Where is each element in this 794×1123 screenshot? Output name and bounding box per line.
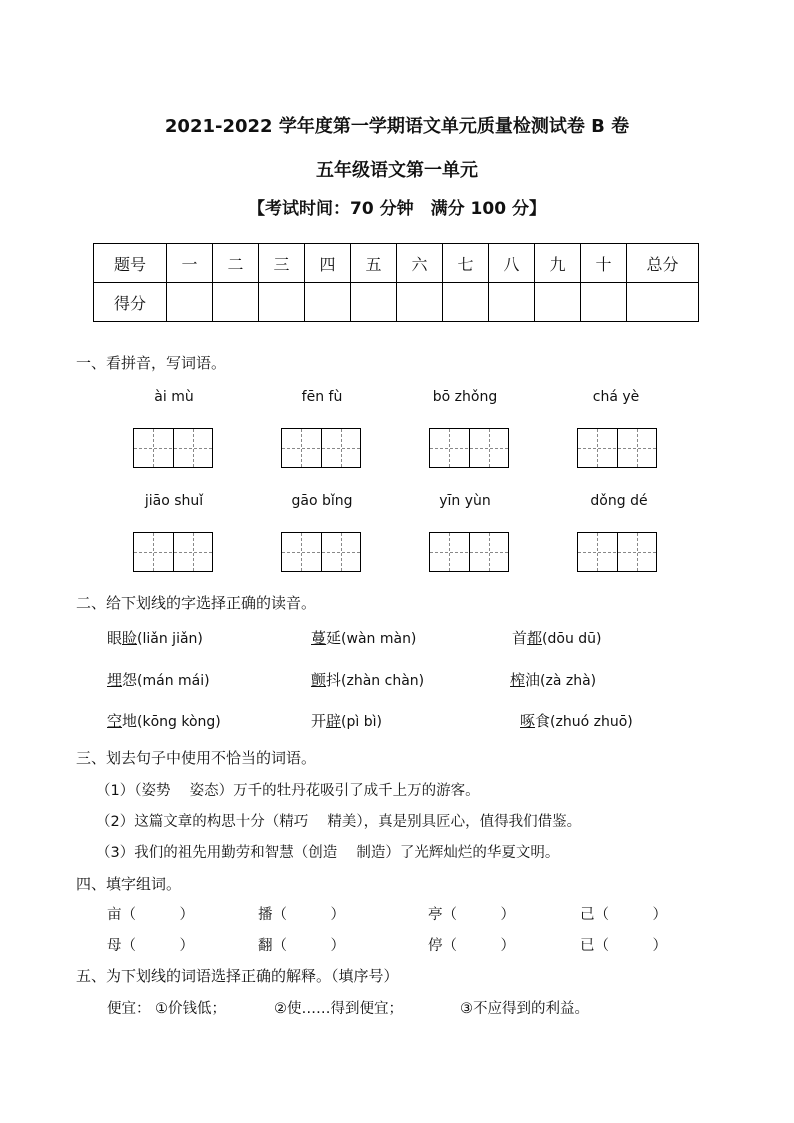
pinyin-label: chá yè <box>592 389 640 405</box>
score-table-score-row <box>94 283 699 322</box>
reading-item <box>311 627 416 648</box>
fill-blank[interactable]: 母（ ） <box>107 938 194 954</box>
underlined-char: 辟 <box>326 712 342 730</box>
exam-info: 【考试时间：70 分钟 满分 100 分】 <box>248 199 546 219</box>
section1-heading: 一、看拼音，写词语。 <box>76 354 227 372</box>
pinyin-label: jiāo shuǐ <box>144 493 204 509</box>
underlined-char: 榨 <box>510 671 526 689</box>
pinyin-choice[interactable]: (pì bì) <box>341 714 382 730</box>
table-cell: 五 <box>351 244 397 283</box>
pinyin-choice[interactable]: (dōu dū) <box>542 631 602 647</box>
item-suffix: 食 <box>535 712 551 730</box>
underlined-char: 蔓 <box>311 629 327 647</box>
underlined-char: 啄 <box>520 712 536 730</box>
item-suffix: 地 <box>122 712 138 730</box>
underlined-char: 埋 <box>107 671 123 689</box>
definition-option: ②使……得到便宜； <box>274 1001 403 1017</box>
fill-blank[interactable]: 翻（ ） <box>258 938 345 954</box>
grid-guide <box>134 552 212 553</box>
writing-grid[interactable] <box>281 532 361 572</box>
writing-grid[interactable] <box>577 532 657 572</box>
pinyin-choice[interactable]: (zà zhà) <box>540 673 597 689</box>
pinyin-label: ài mù <box>154 389 194 405</box>
item-suffix: 油 <box>525 671 541 689</box>
underlined-char: 空 <box>107 712 123 730</box>
reading-item <box>520 710 633 731</box>
grid-guide <box>578 448 656 449</box>
score-table <box>93 243 699 322</box>
table-cell: 四 <box>305 244 351 283</box>
score-input-cell[interactable] <box>259 283 305 322</box>
grid-guide <box>134 448 212 449</box>
score-input-cell[interactable] <box>213 283 259 322</box>
fill-blank[interactable]: 己（ ） <box>580 907 667 923</box>
reading-item <box>510 669 596 690</box>
writing-grid[interactable] <box>133 428 213 468</box>
grid-guide <box>430 448 508 449</box>
sentence-line[interactable]: （1）（姿势 姿态）万千的牡丹花吸引了成千上万的游客。 <box>96 783 480 799</box>
score-input-cell[interactable] <box>397 283 443 322</box>
table-cell: 总分 <box>627 244 699 283</box>
exam-subtitle: 五年级语文第一单元 <box>316 160 478 181</box>
underlined-char: 颤 <box>311 671 327 689</box>
reading-item <box>107 627 203 648</box>
pinyin-label: yīn yùn <box>439 493 491 509</box>
item-prefix: 开 <box>311 712 327 730</box>
score-input-cell[interactable] <box>351 283 397 322</box>
grid-guide <box>282 552 360 553</box>
grid-guide <box>578 552 656 553</box>
definition-option: ①价钱低； <box>155 1001 226 1017</box>
grid-guide <box>430 552 508 553</box>
pinyin-choice[interactable]: (wàn màn) <box>341 631 417 647</box>
exam-title: 2021-2022 学年度第一学期语文单元质量检测试卷 B 卷 <box>164 116 630 137</box>
fill-blank[interactable]: 停（ ） <box>428 938 515 954</box>
table-cell: 三 <box>259 244 305 283</box>
score-input-cell[interactable] <box>581 283 627 322</box>
score-input-cell[interactable] <box>627 283 699 322</box>
sentence-line[interactable]: （2）这篇文章的构思十分（精巧 精美），真是别具匠心，值得我们借鉴。 <box>96 814 582 830</box>
score-table-header-row <box>94 244 699 283</box>
reading-item <box>311 669 424 690</box>
item-prefix: 首 <box>512 629 528 647</box>
pinyin-label: gāo bǐng <box>291 493 353 509</box>
score-input-cell[interactable] <box>167 283 213 322</box>
sentence-line[interactable]: （3）我们的祖先用勤劳和智慧（创造 制造）了光辉灿烂的华夏文明。 <box>96 845 560 861</box>
table-cell: 题号 <box>94 244 167 283</box>
reading-item <box>512 627 602 648</box>
table-cell: 得分 <box>94 283 167 322</box>
table-cell: 一 <box>167 244 213 283</box>
reading-item <box>311 710 382 731</box>
writing-grid[interactable] <box>133 532 213 572</box>
score-input-cell[interactable] <box>535 283 581 322</box>
pinyin-label: dǒng dé <box>590 493 648 509</box>
fill-blank[interactable]: 亭（ ） <box>428 907 515 923</box>
item-suffix: 怨 <box>122 671 138 689</box>
grid-guide <box>282 448 360 449</box>
section3-heading: 三、划去句子中使用不恰当的词语。 <box>76 749 317 767</box>
pinyin-label: fēn fù <box>301 389 343 405</box>
score-input-cell[interactable] <box>305 283 351 322</box>
fill-blank[interactable]: 亩（ ） <box>107 907 194 923</box>
writing-grid[interactable] <box>429 532 509 572</box>
item-prefix: 眼 <box>107 629 123 647</box>
table-cell: 七 <box>443 244 489 283</box>
definition-option: ③不应得到的利益。 <box>460 1001 589 1017</box>
term-label: 便宜： <box>107 1001 151 1017</box>
table-cell: 二 <box>213 244 259 283</box>
table-cell: 六 <box>397 244 443 283</box>
section2-heading: 二、给下划线的字选择正确的读音。 <box>76 594 317 612</box>
item-suffix: 延 <box>326 629 342 647</box>
fill-blank[interactable]: 已（ ） <box>580 938 667 954</box>
fill-blank[interactable]: 播（ ） <box>258 907 345 923</box>
pinyin-choice[interactable]: (zhàn chàn) <box>341 673 425 689</box>
writing-grid[interactable] <box>429 428 509 468</box>
pinyin-choice[interactable]: (mán mái) <box>137 673 210 689</box>
pinyin-choice[interactable]: (zhuó zhuō) <box>550 714 633 730</box>
reading-item <box>107 710 221 731</box>
item-suffix: 抖 <box>326 671 342 689</box>
section4-heading: 四、填字组词。 <box>76 875 182 893</box>
reading-item <box>107 669 210 690</box>
writing-grid[interactable] <box>577 428 657 468</box>
table-cell: 十 <box>581 244 627 283</box>
score-input-cell[interactable] <box>489 283 535 322</box>
pinyin-choice[interactable]: (liǎn jiǎn) <box>137 631 203 647</box>
section5-heading: 五、为下划线的词语选择正确的解释。（填序号） <box>76 967 399 985</box>
table-cell: 八 <box>489 244 535 283</box>
score-input-cell[interactable] <box>443 283 489 322</box>
underlined-char: 睑 <box>122 629 138 647</box>
pinyin-choice[interactable]: (kōng kòng) <box>137 714 221 730</box>
table-cell: 九 <box>535 244 581 283</box>
underlined-char: 都 <box>527 629 543 647</box>
writing-grid[interactable] <box>281 428 361 468</box>
pinyin-label: bō zhǒng <box>432 389 498 405</box>
